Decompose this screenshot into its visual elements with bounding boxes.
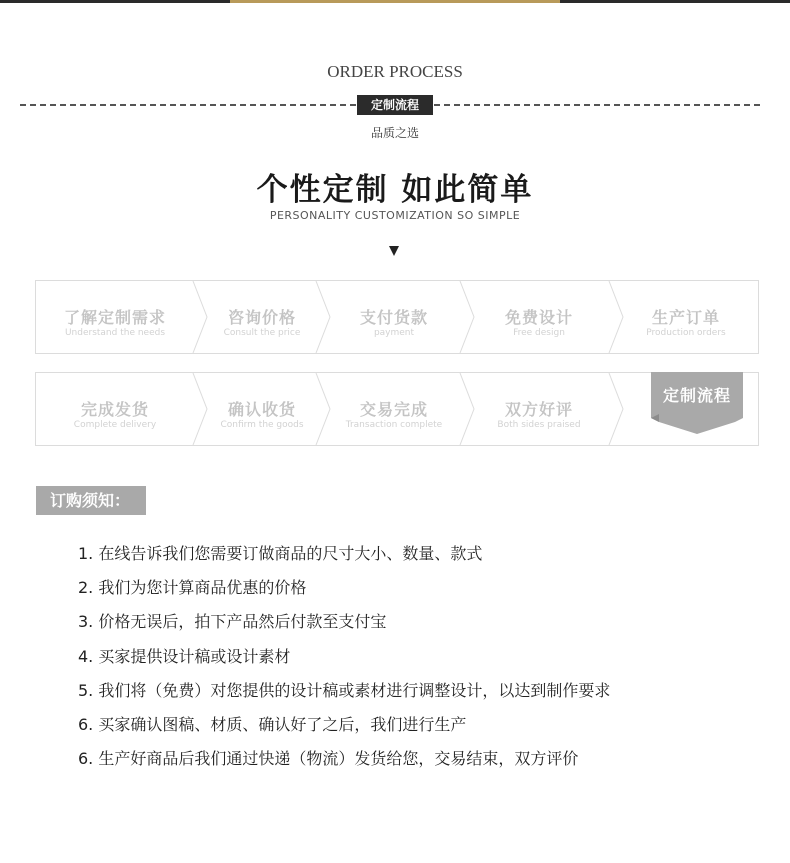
notice-title: 订购须知： xyxy=(36,486,146,515)
step-subtitle: Production orders xyxy=(646,328,726,338)
section-eyebrow: ORDER PROCESS xyxy=(327,62,463,81)
list-item: 2. 我们为您计算商品优惠的价格 xyxy=(78,578,307,598)
list-item: 1. 在线告诉我们您需要订做商品的尺寸大小、数量、款式 xyxy=(78,544,483,563)
quality-caption: 品质之选 xyxy=(370,126,419,140)
step-subtitle: Confirm the goods xyxy=(220,420,304,430)
list-item: 6. 生产好商品后我们通过快递（物流）发货给您，交易结束，双方评价 xyxy=(78,749,579,769)
chevron-right-icon xyxy=(315,281,333,353)
process-row-2 xyxy=(35,372,759,446)
process-step xyxy=(332,373,456,445)
step-subtitle: payment xyxy=(373,328,415,338)
step-subtitle: Consult the price xyxy=(223,328,301,338)
step-title: 了解定制需求 xyxy=(63,308,166,327)
page-subtitle: PERSONALITY CUSTOMIZATION SO SIMPLE xyxy=(269,209,521,222)
step-subtitle: Free design xyxy=(513,328,565,338)
process-step xyxy=(208,373,316,445)
ribbon-label: 定制流程 xyxy=(662,386,731,405)
page-title: 个性定制 如此简单 xyxy=(256,172,534,208)
step-title: 完成发货 xyxy=(80,400,149,419)
step-subtitle: Understand the needs xyxy=(64,328,166,338)
list-item: 4. 买家提供设计稿或设计素材 xyxy=(78,646,291,666)
process-step xyxy=(626,281,746,353)
process-step xyxy=(208,281,316,353)
list-item: 3. 价格无误后，拍下产品然后付款至支付宝 xyxy=(78,612,387,632)
process-step xyxy=(476,281,602,353)
chevron-right-icon xyxy=(459,373,477,445)
process-tag: 定制流程 xyxy=(357,95,433,115)
step-subtitle: Complete delivery xyxy=(73,420,157,430)
process-step xyxy=(36,373,194,445)
process-step xyxy=(36,281,194,353)
list-item: 5. 我们将（免费）对您提供的设计稿或素材进行调整设计，以达到制作要求 xyxy=(78,680,611,700)
process-step xyxy=(476,373,602,445)
down-arrow-icon xyxy=(389,246,399,256)
list-item: 6. 买家确认图稿、材质、确认好了之后，我们进行生产 xyxy=(78,714,467,734)
step-title: 支付货款 xyxy=(359,308,428,327)
notice-list xyxy=(78,541,768,780)
step-title: 咨询价格 xyxy=(227,308,296,327)
process-step xyxy=(332,281,456,353)
chevron-right-icon xyxy=(459,281,477,353)
step-subtitle: Transaction complete xyxy=(345,420,443,430)
chevron-right-icon xyxy=(315,373,333,445)
dashed-divider-left xyxy=(20,104,356,106)
step-title: 免费设计 xyxy=(504,308,573,327)
chevron-right-icon xyxy=(608,281,626,353)
step-title: 确认收货 xyxy=(227,400,296,419)
process-row-1 xyxy=(35,280,759,354)
top-decor-strip xyxy=(0,0,790,3)
dashed-divider-right xyxy=(434,104,760,106)
step-title: 双方好评 xyxy=(504,400,573,419)
step-title: 生产订单 xyxy=(651,308,720,327)
chevron-right-icon xyxy=(608,373,626,445)
step-subtitle: Both sides praised xyxy=(497,420,581,430)
step-title: 交易完成 xyxy=(359,400,428,419)
process-ribbon-badge xyxy=(651,372,743,434)
